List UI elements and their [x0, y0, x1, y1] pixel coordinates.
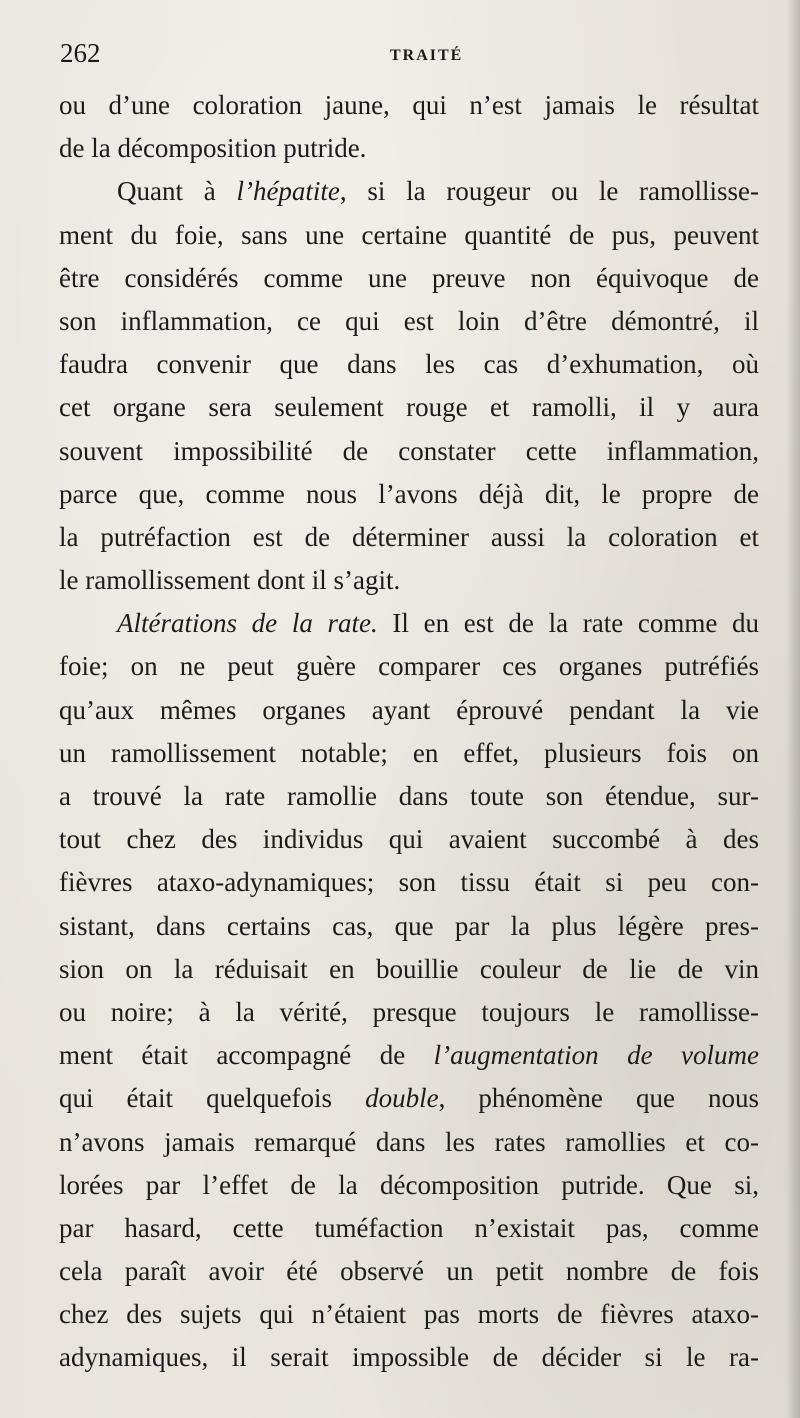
text-line [59, 1121, 759, 1164]
text-segment: son inflammation, ce qui est loin d’être démontré, il [59, 305, 759, 336]
text-line [59, 602, 759, 645]
text-line [59, 127, 759, 170]
text-segment: sion on la réduisait en bouillie couleur de lie de vin [59, 953, 759, 984]
text-segment: Quant à [117, 176, 237, 207]
text-line [59, 170, 759, 213]
text-line [59, 905, 759, 948]
text-segment: adynamiques, il serait impossible de décider si le ra- [59, 1342, 759, 1373]
text-segment: le ramollissement dont il s’agit. [59, 565, 401, 596]
text-line [59, 1034, 759, 1077]
text-segment: de la décomposition putride. [59, 133, 367, 164]
text-segment: ment du foie, sans une certaine quantité de pus, peuvent [59, 219, 759, 250]
text-segment: ment était accompagné de [59, 1040, 434, 1071]
text-segment: Il en est de la rate comme du [377, 608, 759, 639]
text-segment: par hasard, cette tuméfaction n’existait pas, comme [59, 1212, 759, 1243]
text-segment: n’avons jamais remarqué dans les rates ramollies et co- [59, 1126, 759, 1157]
text-segment: ou noire; à la vérité, presque toujours le ramollisse- [59, 996, 759, 1027]
text-line [59, 1250, 759, 1293]
text-line [59, 1077, 759, 1120]
text-line [59, 257, 759, 300]
italic-text-segment: Altérations de la rate. [117, 608, 378, 639]
text-segment: foie; on ne peut guère comparer ces organes putréfiés [59, 651, 759, 682]
text-segment: a trouvé la rate ramollie dans toute son étendue, sur- [59, 781, 759, 811]
text-line [59, 775, 759, 818]
text-line [59, 214, 759, 257]
text-segment: tout chez des individus qui avaient succombé à des [59, 824, 759, 855]
text-segment: ou d’une coloration jaune, qui n’est jamais le résultat [59, 90, 759, 120]
italic-text-segment: l’augmentation de volume [433, 1040, 759, 1071]
text-line [59, 1293, 759, 1336]
running-head: TRAITÉ [390, 47, 464, 64]
text-line [59, 948, 759, 991]
text-line [59, 991, 759, 1034]
text-line [59, 386, 759, 429]
text-line [59, 1207, 759, 1250]
page-header [60, 38, 760, 78]
text-segment: chez des sujets qui n’étaient pas morts de fièvres ataxo- [59, 1299, 759, 1330]
text-segment: un ramollissement notable; en effet, plusieurs fois on [59, 737, 759, 768]
text-line [59, 732, 759, 775]
text-segment: qu’aux mêmes organes ayant éprouvé pendant la vie [59, 694, 759, 725]
text-segment: , phénomène que nous [438, 1083, 759, 1114]
text-segment: parce que, comme nous l’avons déjà dit, le propre de [59, 478, 759, 509]
page-edge-shadow [786, 0, 800, 1418]
text-line [59, 473, 759, 516]
text-segment: fièvres ataxo-adynamiques; son tissu était si peu con- [59, 867, 759, 898]
text-line [59, 1164, 759, 1207]
text-segment: , si la rougeur ou le ramollisse- [339, 176, 760, 207]
text-segment: cet organe sera seulement rouge et ramolli, il y aura [59, 392, 759, 423]
text-line [59, 818, 759, 861]
body-text [59, 84, 759, 1380]
text-line [59, 689, 759, 732]
text-segment: faudra convenir que dans les cas d’exhumation, où [59, 349, 759, 380]
text-segment: souvent impossibilité de constater cette inflammation, [59, 435, 759, 466]
text-segment: qui était quelquefois [59, 1083, 366, 1114]
text-line [59, 516, 759, 559]
text-line [59, 300, 759, 343]
italic-text-segment: double [365, 1083, 439, 1114]
text-segment: la putréfaction est de déterminer aussi la coloration et [59, 521, 759, 552]
text-line [59, 343, 759, 386]
text-line [59, 645, 759, 688]
text-segment: être considérés comme une preuve non équivoque de [59, 262, 759, 293]
page-number: 262 [60, 38, 101, 68]
text-line [59, 1336, 759, 1379]
text-line [59, 559, 759, 602]
text-line [59, 861, 759, 904]
text-segment: sistant, dans certains cas, que par la plus légère pres- [59, 910, 759, 941]
text-line [59, 430, 759, 473]
text-segment: lorées par l’effet de la décomposition putride. Que si, [59, 1169, 759, 1200]
text-segment: cela paraît avoir été observé un petit nombre de fois [59, 1256, 759, 1287]
text-line [59, 84, 759, 127]
italic-text-segment: l’hépatite [236, 176, 340, 207]
